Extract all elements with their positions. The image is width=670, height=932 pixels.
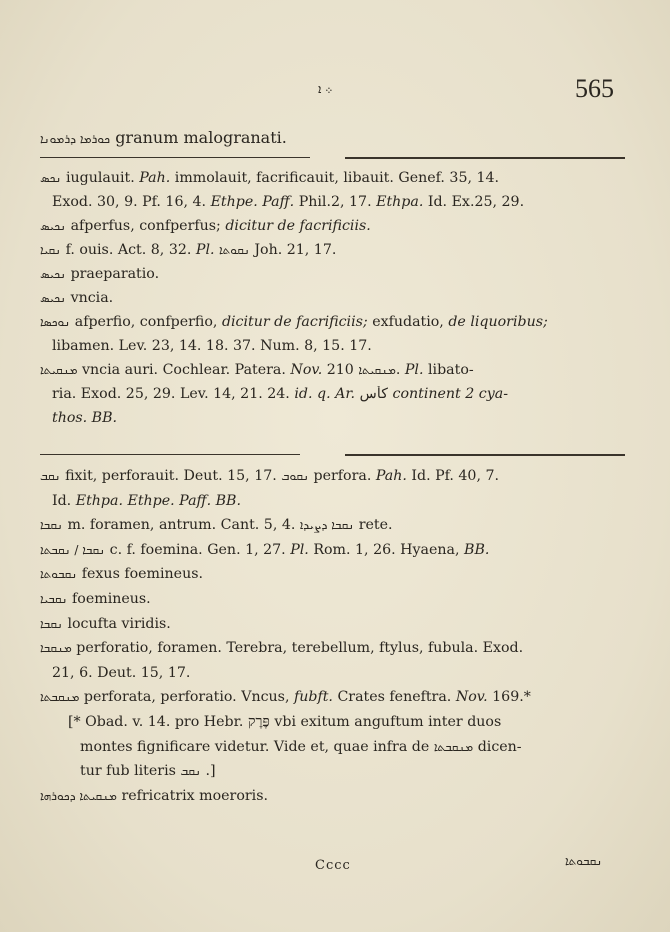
section-rule-right bbox=[345, 157, 625, 159]
entry-rest: .] bbox=[205, 763, 216, 780]
entry-syriac: ܢܩܒ bbox=[40, 469, 61, 483]
entry-text: 21, 6. Deut. 15, 17. bbox=[52, 664, 191, 681]
entry-syriac-2: ܢܩܒܐ ܕܨܝܕܐ bbox=[299, 518, 355, 533]
entry-text: perforatio, foramen. Terebra, terebellum, ftylus, fubula. Exod. bbox=[76, 640, 524, 657]
signature-mark: Cccc bbox=[315, 858, 351, 873]
dictionary-entry bbox=[40, 542, 630, 558]
entry-rest-2: Id. Ex.25, 29. bbox=[427, 194, 525, 210]
catchword: ܢܩܒܘܬܐ bbox=[565, 854, 603, 868]
entry-syriac: ܢܩܒܝܐ bbox=[40, 592, 68, 606]
entry-rest: dicen- bbox=[477, 738, 522, 755]
entry-syriac: ܢܩܒܐ bbox=[40, 616, 63, 631]
entry-text: afperfio, confperfio, bbox=[74, 314, 218, 330]
entry-text: afperfus, confperfus; bbox=[70, 218, 221, 234]
dictionary-entry bbox=[40, 218, 630, 234]
entry-text: ria. Exod. 25, 29. Lev. 14, 21. 24. bbox=[52, 386, 290, 402]
dictionary-entry bbox=[40, 591, 630, 607]
entry-syriac-2: ܢܩܘܒ bbox=[281, 469, 310, 483]
entry-continuation bbox=[40, 493, 642, 509]
dictionary-entry bbox=[40, 290, 630, 306]
entry-text: f. ouis. Act. 8, 32. bbox=[65, 242, 192, 258]
entry-text: tur fub literis bbox=[80, 763, 176, 780]
header-syriac-mark: ܀ ܐ bbox=[318, 82, 333, 96]
entry-syriac-2: ܢܩܒ bbox=[180, 764, 201, 779]
entry-italic: Pl. bbox=[195, 242, 215, 258]
entry-syriac: ܢܩܝܐ bbox=[40, 243, 62, 257]
entry-rest: vbi exitum anguftum inter duos bbox=[274, 714, 502, 730]
entry-italic-2: continent 2 cya- bbox=[392, 386, 508, 402]
entry-italic: Nov. bbox=[290, 362, 323, 378]
entry-italic: Ethpe. Paff. bbox=[210, 194, 295, 210]
dictionary-entry bbox=[40, 242, 630, 258]
entry-text: c. f. foemina. Gen. 1, 27. bbox=[109, 541, 286, 558]
note-line bbox=[40, 763, 670, 779]
entry-italic-2: Ethpa. bbox=[376, 194, 424, 210]
section-rule-2-left bbox=[40, 454, 300, 455]
entry-italic-2: BB. bbox=[464, 541, 490, 558]
entry-syriac-2: ܡܢܩܝܬܐ bbox=[358, 363, 396, 377]
entry-continuation bbox=[40, 338, 642, 354]
entry-continuation bbox=[40, 665, 642, 681]
entry-rest: rete. bbox=[358, 517, 393, 534]
entry-rest: Rom. 1, 26. Hyaena, bbox=[313, 541, 460, 558]
entry-text: praeparatio. bbox=[70, 266, 160, 282]
top-entry-syriac: ܟܘܪܡܐ ܕܪܡܘܢܐ bbox=[40, 132, 111, 146]
entry-italic: dicitur de facrificiis; bbox=[221, 314, 368, 330]
entry-syriac: ܢܟܣ bbox=[40, 171, 62, 185]
entry-syriac: ܢܟܝܣ bbox=[40, 291, 67, 305]
entry-text: locufta viridis. bbox=[67, 615, 171, 632]
entry-syriac: ܢܩܒܐ bbox=[40, 518, 63, 533]
entry-syriac: ܢܩܒܘܬܐ bbox=[40, 567, 78, 582]
dictionary-entry bbox=[40, 362, 630, 378]
entry-syriac-2: ܡܢܩܒܬܐ bbox=[433, 739, 474, 754]
entry-italic-2: Ethpe. Paff. BB. bbox=[127, 492, 241, 509]
dictionary-entry bbox=[40, 170, 630, 186]
dictionary-entry bbox=[40, 566, 630, 582]
entry-rest: Crates feneftra. bbox=[337, 689, 452, 706]
entry-arabic: كأس bbox=[359, 386, 388, 402]
entry-rest: perfora. bbox=[313, 468, 372, 484]
entry-italic: dicitur de facrificiis. bbox=[225, 218, 371, 234]
entry-italic-2: Nov. bbox=[455, 689, 488, 706]
section-rule-2-right bbox=[345, 454, 625, 456]
dictionary-entry bbox=[40, 616, 630, 632]
entry-rest: exfudatio, bbox=[372, 314, 444, 330]
entry-rest: Phil.2, 17. bbox=[298, 194, 372, 210]
entry-syriac: ܡܢܩܝܬܐ bbox=[40, 363, 78, 377]
entry-syriac: ܡܢܩܝܬܐ ܕܟܘܪܗܐ bbox=[40, 788, 117, 803]
entry-syriac: ܢܘܟܣܐ bbox=[40, 315, 71, 329]
entry-text: m. foramen, antrum. Cant. 5, 4. bbox=[67, 517, 296, 534]
entry-rest: Joh. 21, 17. bbox=[254, 242, 337, 258]
entry-syriac: ܢܟܝܣ bbox=[40, 267, 67, 281]
entry-syriac-2: ܢܩܘܬܐ bbox=[219, 243, 250, 257]
entry-text: perforata, perforatio. Vncus, bbox=[83, 689, 290, 706]
entry-rest: immolauit, facrificauit, libauit. Genef. 35, 14. bbox=[174, 170, 500, 186]
entry-text: montes fignificare videtur. Vide et, quae infra de bbox=[80, 738, 430, 755]
entry-text: Id. bbox=[52, 492, 72, 509]
entry-continuation bbox=[40, 194, 642, 210]
entry-italic: Ethpa. bbox=[75, 492, 123, 509]
dictionary-entry bbox=[40, 266, 630, 282]
entry-hebrew: פֶּרֶק bbox=[247, 714, 270, 730]
entry-rest-2: 169.* bbox=[492, 689, 531, 706]
entry-syriac: ܡܢܩܒܬܐ bbox=[40, 690, 80, 705]
dictionary-entry bbox=[40, 640, 630, 656]
entry-continuation bbox=[40, 386, 642, 402]
entry-italic: fubft. bbox=[293, 689, 333, 706]
note-line bbox=[40, 739, 670, 755]
entry-italic: Pah. bbox=[139, 170, 171, 186]
entry-text: [* Obad. v. 14. pro Hebr. bbox=[68, 714, 244, 730]
top-entry-text: granum malogranati. bbox=[115, 128, 287, 147]
top-entry bbox=[40, 128, 630, 147]
page-number: 565 bbox=[575, 74, 614, 103]
entry-text: libamen. Lev. 23, 14. 18. 37. Num. 8, 15. 17. bbox=[52, 338, 372, 354]
entry-text: refricatrix moeroris. bbox=[121, 787, 268, 804]
entry-text: iugulauit. bbox=[65, 170, 135, 186]
entry-syriac: ܢܟܝܣ bbox=[40, 219, 67, 233]
entry-continuation bbox=[40, 410, 642, 426]
dictionary-entry bbox=[40, 788, 630, 804]
note-line bbox=[40, 714, 658, 731]
entry-rest: 210. bbox=[326, 362, 401, 378]
entry-rest-2: libato- bbox=[428, 362, 474, 378]
dictionary-entry bbox=[40, 468, 630, 484]
entry-italic: Pl. bbox=[290, 541, 309, 558]
entry-text: vncia. bbox=[70, 290, 114, 306]
section-rule-left bbox=[40, 157, 310, 158]
entry-text: foemineus. bbox=[72, 591, 151, 607]
dictionary-entry bbox=[40, 689, 630, 705]
entry-text: Exod. 30, 9. Pf. 16, 4. bbox=[52, 194, 207, 210]
dictionary-entry bbox=[40, 517, 630, 533]
entry-syriac: ܢܩܒܐ / ܢܩܒܬܐ bbox=[40, 542, 106, 557]
entry-rest-2: Id. Pf. 40, 7. bbox=[411, 468, 500, 484]
entry-text: fixit, perforauit. Deut. 15, 17. bbox=[65, 468, 277, 484]
entry-italic-2: Pl. bbox=[404, 362, 424, 378]
entry-text: vncia auri. Cochlear. Patera. bbox=[82, 362, 286, 378]
entry-italic: id. q. Ar. bbox=[294, 386, 356, 402]
entry-italic-2: Pah. bbox=[375, 468, 407, 484]
dictionary-entry bbox=[40, 314, 630, 330]
entry-italic: thos. BB. bbox=[52, 410, 118, 426]
entry-italic-2: de liquoribus; bbox=[448, 314, 548, 330]
entry-text: fexus foemineus. bbox=[81, 566, 203, 583]
entry-syriac: ܡܢܩܒܐ bbox=[40, 641, 72, 656]
